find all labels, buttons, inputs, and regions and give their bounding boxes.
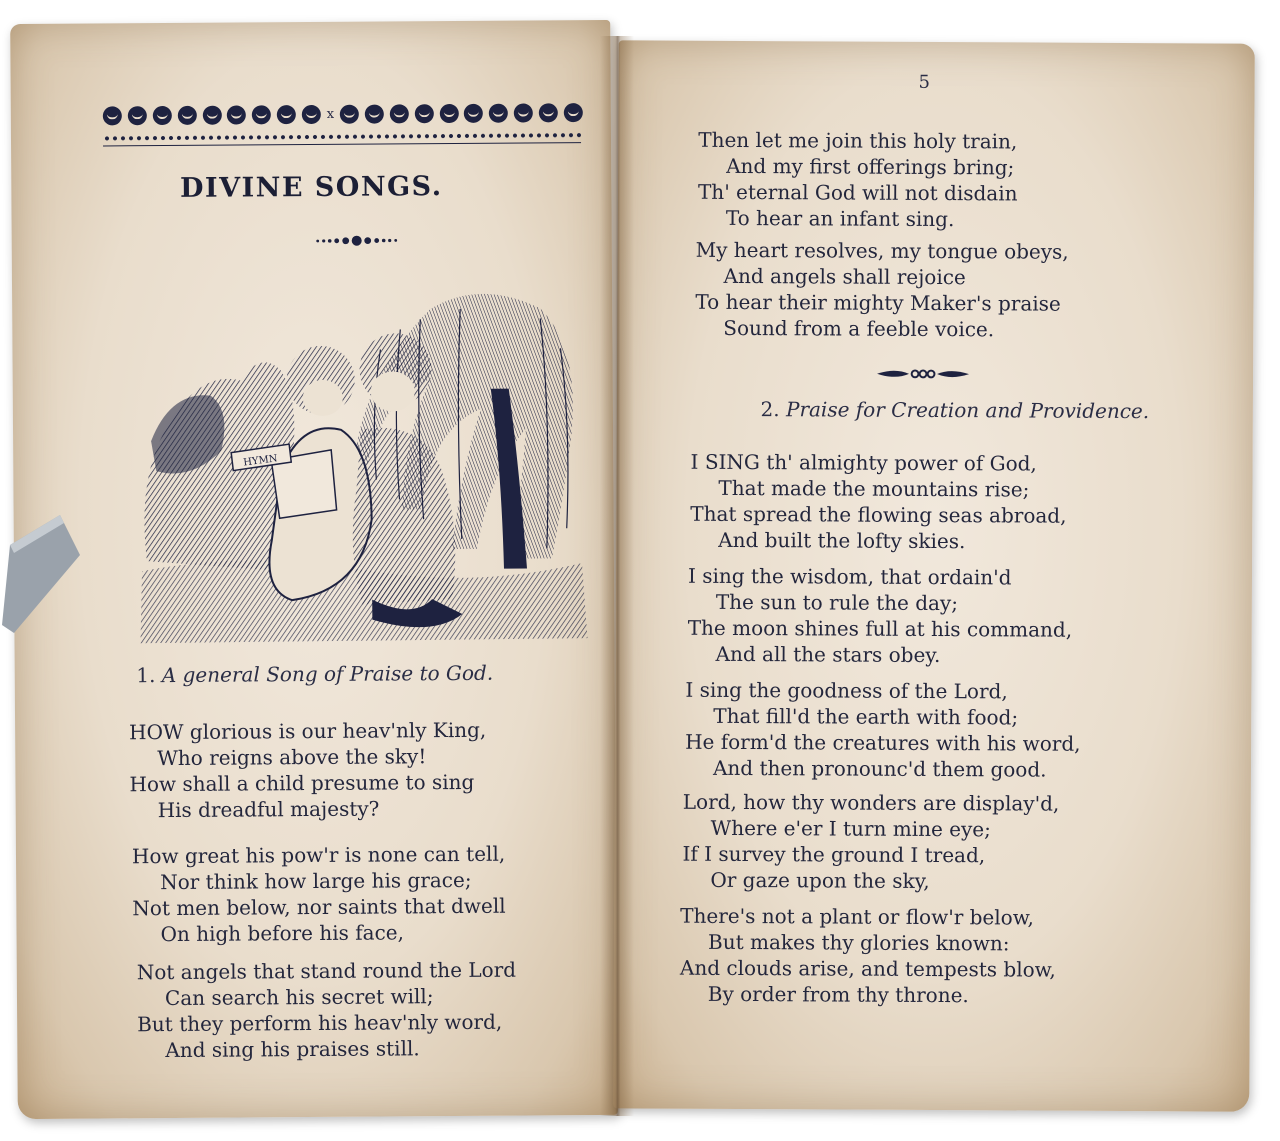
verse-line: That made the mountains rise; — [718, 475, 1030, 502]
song2-heading — [617, 396, 1253, 423]
verse-line: But makes thy glories known: — [708, 929, 1010, 956]
metal-clip-icon — [2, 515, 82, 635]
ornament-dot — [252, 105, 271, 124]
dotted-rule — [103, 132, 581, 141]
verse-line: To hear an infant sing. — [725, 205, 955, 232]
verse-line: Not angels that stand round the Lord — [136, 957, 517, 985]
verse-line: That fill'd the earth with food; — [713, 703, 1019, 730]
book-gutter — [600, 36, 634, 1116]
page-number: 5 — [918, 71, 931, 93]
verse-line: On high before his face, — [160, 920, 405, 947]
title-ornament-icon — [312, 233, 402, 248]
verse-line: But they perform his heav'nly word, — [137, 1009, 503, 1037]
verse-line: Can search his secret will; — [164, 984, 434, 1011]
verse-line: The moon shines full at his command, — [687, 615, 1073, 642]
verse-line: And sing his praises still. — [165, 1036, 420, 1063]
verse-line: Nor think how large his grace; — [160, 867, 472, 895]
verse-line: Not men below, nor saints that dwell — [132, 893, 506, 921]
verse-line: How great his pow'r is none can tell, — [131, 841, 506, 869]
song1-stanza-4 — [698, 127, 1018, 233]
song1-stanza-5 — [695, 237, 1069, 343]
verse-line: I sing the goodness of the Lord, — [685, 677, 1008, 704]
verse-line: He form'd the creatures with his word, — [685, 729, 1081, 756]
verse-line: And then pronounc'd them good. — [712, 755, 1047, 782]
song1-stanza-2 — [132, 841, 506, 948]
thin-rule — [103, 142, 581, 146]
ornament-dot — [414, 104, 433, 123]
ornament-dot — [277, 105, 296, 124]
song2-stanza-4 — [682, 789, 1059, 895]
section-ornament-icon — [875, 366, 971, 383]
verse-line: I SING th' almighty power of God, — [690, 449, 1037, 476]
verse-line: HOW glorious is our heav'nly King, — [129, 717, 487, 745]
header-ornament-row — [103, 100, 583, 127]
ornament-separator: x — [326, 106, 335, 122]
song1-stanza-1 — [129, 717, 487, 823]
verse-line: Sound from a feeble voice. — [723, 315, 995, 342]
verse-line: Th' eternal God will not disdain — [697, 179, 1018, 206]
verse-line: Or gaze upon the sky, — [710, 867, 930, 893]
verse-line: His dreadful majesty? — [157, 796, 380, 823]
verse-line: How shall a child presume to sing — [129, 769, 475, 797]
ornament-dot — [439, 103, 458, 122]
song1-heading — [15, 660, 615, 688]
ornament-dot — [514, 103, 533, 122]
verse-line: Who reigns above the sky! — [157, 744, 427, 771]
song1-title: A general Song of Praise to God. — [161, 660, 494, 688]
ornament-dot — [177, 105, 196, 124]
verse-line: By order from thy throne. — [707, 981, 969, 1008]
verse-line: And clouds arise, and tempests blow, — [679, 955, 1056, 982]
ornament-dot — [128, 106, 147, 125]
song2-stanza-1 — [690, 449, 1067, 555]
song2-stanza-2 — [688, 563, 1073, 669]
song2-number: 2. — [760, 397, 780, 422]
verse-line: That spread the flowing seas abroad, — [690, 501, 1067, 528]
verse-line: And angels shall rejoice — [723, 263, 966, 290]
verse-line: There's not a plant or flow'r below, — [680, 903, 1034, 930]
banner-text: HYMN — [242, 453, 279, 469]
verse-line: And built the lofty skies. — [718, 527, 966, 554]
song2-title: Praise for Creation and Providence. — [785, 397, 1150, 424]
verse-line: Lord, how thy wonders are display'd, — [682, 789, 1060, 816]
ornament-dot — [227, 105, 246, 124]
ornament-dot — [464, 103, 483, 122]
right-page — [613, 40, 1255, 1111]
ornament-dot — [103, 106, 122, 125]
ornament-dot — [365, 104, 384, 123]
left-page — [10, 20, 618, 1119]
verse-line: To hear their mighty Maker's praise — [695, 289, 1061, 316]
ornament-dot — [153, 105, 172, 124]
ornament-dot — [539, 103, 558, 122]
ornament-dot — [302, 104, 321, 123]
song2-stanza-5 — [680, 903, 1056, 1009]
song2-stanza-3 — [685, 677, 1081, 783]
verse-line: If I survey the ground I tread, — [682, 841, 986, 868]
ornament-dot — [564, 103, 583, 122]
woodcut-illustration — [130, 268, 591, 646]
ornament-dot — [390, 104, 409, 123]
verse-line: My heart resolves, my tongue obeys, — [695, 237, 1069, 264]
verse-line: Then let me join this holy train, — [698, 127, 1018, 154]
song1-number: 1. — [136, 663, 156, 688]
page-title: DIVINE SONGS. — [179, 171, 443, 204]
song1-stanza-3 — [137, 957, 517, 1064]
ornament-dot — [340, 104, 359, 123]
verse-line: The sun to rule the day; — [715, 589, 959, 616]
verse-line: Where e'er I turn mine eye; — [710, 815, 991, 842]
verse-line: And all the stars obey. — [715, 641, 941, 668]
verse-line: I sing the wisdom, that ordain'd — [687, 563, 1012, 590]
ornament-dot — [202, 105, 221, 124]
ornament-dot — [489, 103, 508, 122]
verse-line: And my first offerings bring; — [726, 153, 1015, 180]
